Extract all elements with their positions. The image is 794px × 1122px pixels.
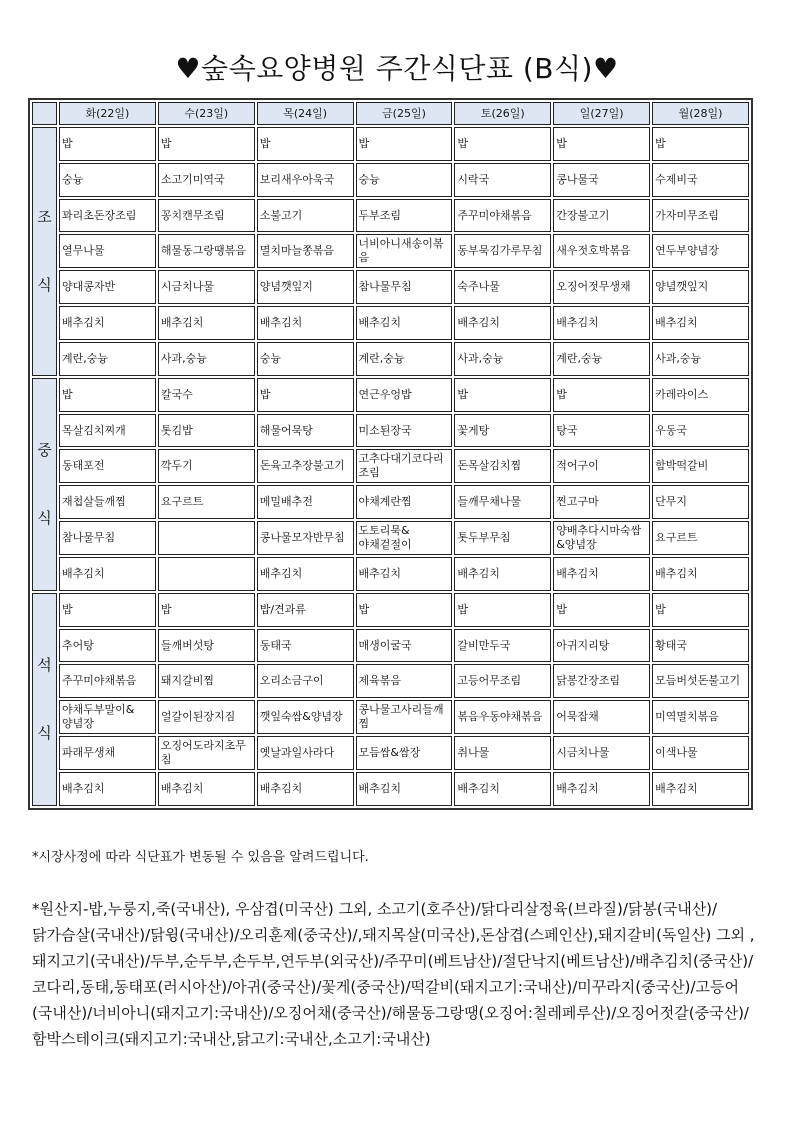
menu-cell: 탕국 [553, 414, 650, 448]
menu-cell: 숙주나물 [454, 270, 551, 304]
menu-cell: 주꾸미야채볶음 [454, 199, 551, 233]
day-header: 화(22일) [59, 102, 156, 125]
menu-cell: 동부묵김가루무침 [454, 234, 551, 268]
menu-cell: 해물동그랑땡볶음 [158, 234, 255, 268]
menu-cell: 배추김치 [257, 306, 354, 340]
menu-cell: 오징어젓무생채 [553, 270, 650, 304]
menu-cell: 밥 [553, 593, 650, 627]
menu-cell: 오리소금구이 [257, 664, 354, 698]
table-row [32, 449, 749, 483]
menu-cell: 제육볶음 [356, 664, 453, 698]
table-row [32, 521, 749, 555]
menu-cell: 숭늉 [257, 342, 354, 376]
menu-cell: 양념깻잎지 [652, 270, 749, 304]
menu-cell: 밥 [652, 127, 749, 161]
menu-cell: 참나물무침 [59, 521, 156, 555]
menu-cell: 밥 [454, 127, 551, 161]
table-row [32, 270, 749, 304]
menu-cell: 밥 [59, 378, 156, 412]
menu-cell: 오징어도라지초무침 [158, 736, 255, 770]
menu-cell: 우동국 [652, 414, 749, 448]
menu-cell: 연근우엉밥 [356, 378, 453, 412]
menu-cell: 요구르트 [158, 485, 255, 519]
menu-cell: 배추김치 [257, 772, 354, 806]
menu-cell: 배추김치 [553, 306, 650, 340]
menu-cell: 배추김치 [553, 772, 650, 806]
menu-cell: 콩나물모자반무침 [257, 521, 354, 555]
menu-cell: 양배추다시마숙쌈&양념장 [553, 521, 650, 555]
menu-cell: 새우젓호박볶음 [553, 234, 650, 268]
menu-cell: 들깨버섯탕 [158, 629, 255, 663]
table-row [32, 736, 749, 770]
menu-cell: 밥 [553, 127, 650, 161]
menu-cell [158, 557, 255, 591]
menu-cell: 밥 [257, 378, 354, 412]
menu-cell: 동태포전 [59, 449, 156, 483]
menu-cell: 메밀배추전 [257, 485, 354, 519]
menu-cell: 아귀지리탕 [553, 629, 650, 663]
menu-cell: 배추김치 [356, 772, 453, 806]
menu-cell: 재첩살들깨찜 [59, 485, 156, 519]
menu-cell: 톳두부무침 [454, 521, 551, 555]
menu-cell: 꽁치캔무조림 [158, 199, 255, 233]
menu-cell: 고등어무조림 [454, 664, 551, 698]
menu-cell: 소불고기 [257, 199, 354, 233]
table-row [32, 163, 749, 197]
menu-cell: 이색나물 [652, 736, 749, 770]
menu-cell: 배추김치 [59, 306, 156, 340]
menu-cell: 시금치나물 [553, 736, 650, 770]
meal-label: 조 식 [32, 127, 57, 376]
meal-label: 중 식 [32, 378, 57, 591]
menu-cell: 단무지 [652, 485, 749, 519]
menu-cell: 소고기미역국 [158, 163, 255, 197]
notes-section [32, 848, 772, 1052]
menu-cell: 밥 [454, 593, 551, 627]
menu-cell: 숭늉 [356, 163, 453, 197]
table-row [32, 378, 749, 412]
menu-cell: 톳김밥 [158, 414, 255, 448]
menu-cell: 너비아니새송이볶음 [356, 234, 453, 268]
menu-cell: 모듬쌈&쌈장 [356, 736, 453, 770]
menu-cell: 해물어묵탕 [257, 414, 354, 448]
menu-cell: 동태국 [257, 629, 354, 663]
menu-cell: 밥/견과류 [257, 593, 354, 627]
menu-cell: 숭늉 [59, 163, 156, 197]
table-row [32, 700, 749, 734]
menu-cell: 배추김치 [454, 772, 551, 806]
table-row [32, 593, 749, 627]
menu-cell: 옛날과일사라다 [257, 736, 354, 770]
menu-cell: 닭봉간장조림 [553, 664, 650, 698]
menu-cell: 계란,숭늉 [59, 342, 156, 376]
menu-cell: 배추김치 [652, 772, 749, 806]
menu-cell: 찐고구마 [553, 485, 650, 519]
origin-text: *원산지-밥,누룽지,죽(국내산), 우삼겹(미국산) 그외, 소고기(호주산)/닭다리살정육(브라질)/닭봉(국내산)/닭가슴살(국내산)/닭윙(국내산)/오리훈제(중국산)/,돼지목살(미국산),돈삼겹(스페인산),돼지갈비(독일산) 그외 ,돼지고기(국내산)/두부,순두부,손두부,연두부(외국산)/주꾸미(베트남산)/절단낙지(베트남산)/배추김치(중국산)/코다리,동태,동태포(러시아산)/아귀(중국산)/꽃게(중국산)/떡갈비(돼지고기:국내산)/미꾸라지(중국산)/고등어(국내산)/너비아니(돼지고기:국내산)/오징어채(중국산)/해물동그랑땡(오징어:칠레페루산)/오징어젓갈(중국산)/함박스테이크(돼지고기:국내산,닭고기:국내산,소고기:국내산) [32, 900, 755, 1048]
menu-cell: 카레라이스 [652, 378, 749, 412]
menu-cell: 꽃게탕 [454, 414, 551, 448]
menu-cell: 시금치나물 [158, 270, 255, 304]
table-row [32, 485, 749, 519]
menu-cell: 밥 [356, 593, 453, 627]
menu-cell: 콩나물국 [553, 163, 650, 197]
meal-label: 석 식 [32, 593, 57, 806]
menu-cell: 밥 [59, 593, 156, 627]
menu-cell: 배추김치 [553, 557, 650, 591]
menu-cell: 적어구이 [553, 449, 650, 483]
menu-cell: 취나물 [454, 736, 551, 770]
menu-cell: 어묵잡채 [553, 700, 650, 734]
table-row [32, 234, 749, 268]
menu-cell: 볶음우동야채볶음 [454, 700, 551, 734]
menu-cell: 미소된장국 [356, 414, 453, 448]
menu-cell: 밥 [257, 127, 354, 161]
menu-cell: 추어탕 [59, 629, 156, 663]
menu-cell: 꽈리초돈장조림 [59, 199, 156, 233]
day-header: 금(25일) [356, 102, 453, 125]
menu-cell: 수제비국 [652, 163, 749, 197]
menu-cell: 갈비만두국 [454, 629, 551, 663]
table-row [32, 127, 749, 161]
menu-cell: 배추김치 [652, 306, 749, 340]
menu-cell: 주꾸미야채볶음 [59, 664, 156, 698]
menu-cell: 계란,숭늉 [356, 342, 453, 376]
menu-cell: 밥 [158, 127, 255, 161]
menu-cell: 함박떡갈비 [652, 449, 749, 483]
menu-cell: 배추김치 [257, 557, 354, 591]
menu-cell: 고추다대기코다리조림 [356, 449, 453, 483]
menu-cell: 돼지갈비찜 [158, 664, 255, 698]
menu-cell: 배추김치 [59, 772, 156, 806]
menu-cell: 요구르트 [652, 521, 749, 555]
menu-cell: 돈목살김치찜 [454, 449, 551, 483]
menu-cell: 간장불고기 [553, 199, 650, 233]
table-row [32, 557, 749, 591]
day-header-row [32, 102, 749, 125]
day-header: 일(27일) [553, 102, 650, 125]
table-row [32, 629, 749, 663]
menu-cell: 가자미무조림 [652, 199, 749, 233]
menu-cell: 밥 [454, 378, 551, 412]
menu-cell: 들깨무채나물 [454, 485, 551, 519]
menu-cell: 배추김치 [356, 306, 453, 340]
menu-cell: 깍두기 [158, 449, 255, 483]
menu-cell: 열무나물 [59, 234, 156, 268]
menu-cell: 얼갈이된장지짐 [158, 700, 255, 734]
menu-cell: 파래무생채 [59, 736, 156, 770]
menu-cell: 도토리묵&야채겉절이 [356, 521, 453, 555]
table-row [32, 306, 749, 340]
menu-cell: 사과,숭늉 [454, 342, 551, 376]
menu-cell: 야채계란찜 [356, 485, 453, 519]
table-row [32, 772, 749, 806]
menu-cell: 배추김치 [356, 557, 453, 591]
menu-cell: 모듬버섯돈불고기 [652, 664, 749, 698]
menu-cell: 배추김치 [454, 306, 551, 340]
menu-cell: 배추김치 [59, 557, 156, 591]
table-corner [32, 102, 57, 125]
menu-cell: 양념깻잎지 [257, 270, 354, 304]
menu-cell: 연두부양념장 [652, 234, 749, 268]
menu-cell: 두부조림 [356, 199, 453, 233]
menu-cell: 배추김치 [454, 557, 551, 591]
menu-cell: 칼국수 [158, 378, 255, 412]
weekly-menu-table [28, 98, 753, 810]
page-title: ♥숲속요양병원 주간식단표 (B식)♥ [175, 52, 619, 85]
menu-cell: 사과,숭늉 [158, 342, 255, 376]
menu-cell: 목살김치찌개 [59, 414, 156, 448]
menu-cell: 멸치마늘쫑볶음 [257, 234, 354, 268]
menu-cell: 밥 [553, 378, 650, 412]
menu-cell: 계란,숭늉 [553, 342, 650, 376]
menu-cell: 배추김치 [158, 306, 255, 340]
menu-cell: 콩나물고사리들깨찜 [356, 700, 453, 734]
table-row [32, 199, 749, 233]
menu-cell: 미역멸치볶음 [652, 700, 749, 734]
menu-cell: 보리새우아욱국 [257, 163, 354, 197]
day-header: 수(23일) [158, 102, 255, 125]
menu-cell: 매생이굴국 [356, 629, 453, 663]
menu-cell: 양대콩자반 [59, 270, 156, 304]
table-row [32, 342, 749, 376]
menu-cell: 사과,숭늉 [652, 342, 749, 376]
menu-cell: 밥 [158, 593, 255, 627]
menu-cell: 배추김치 [158, 772, 255, 806]
day-header: 월(28일) [652, 102, 749, 125]
menu-cell: 밥 [356, 127, 453, 161]
menu-cell: 참나물무침 [356, 270, 453, 304]
notice-text: *시장사정에 따라 식단표가 변동될 수 있음을 알려드립니다. [32, 850, 369, 865]
menu-cell: 밥 [59, 127, 156, 161]
menu-cell: 시락국 [454, 163, 551, 197]
day-header: 토(26일) [454, 102, 551, 125]
menu-cell: 배추김치 [652, 557, 749, 591]
day-header: 목(24일) [257, 102, 354, 125]
menu-cell: 황태국 [652, 629, 749, 663]
table-row [32, 414, 749, 448]
menu-cell: 야채두부말이&양념장 [59, 700, 156, 734]
menu-cell: 밥 [652, 593, 749, 627]
menu-cell [158, 521, 255, 555]
table-row [32, 664, 749, 698]
menu-cell: 돈육고추장불고기 [257, 449, 354, 483]
menu-cell: 깻잎숙쌈&양념장 [257, 700, 354, 734]
